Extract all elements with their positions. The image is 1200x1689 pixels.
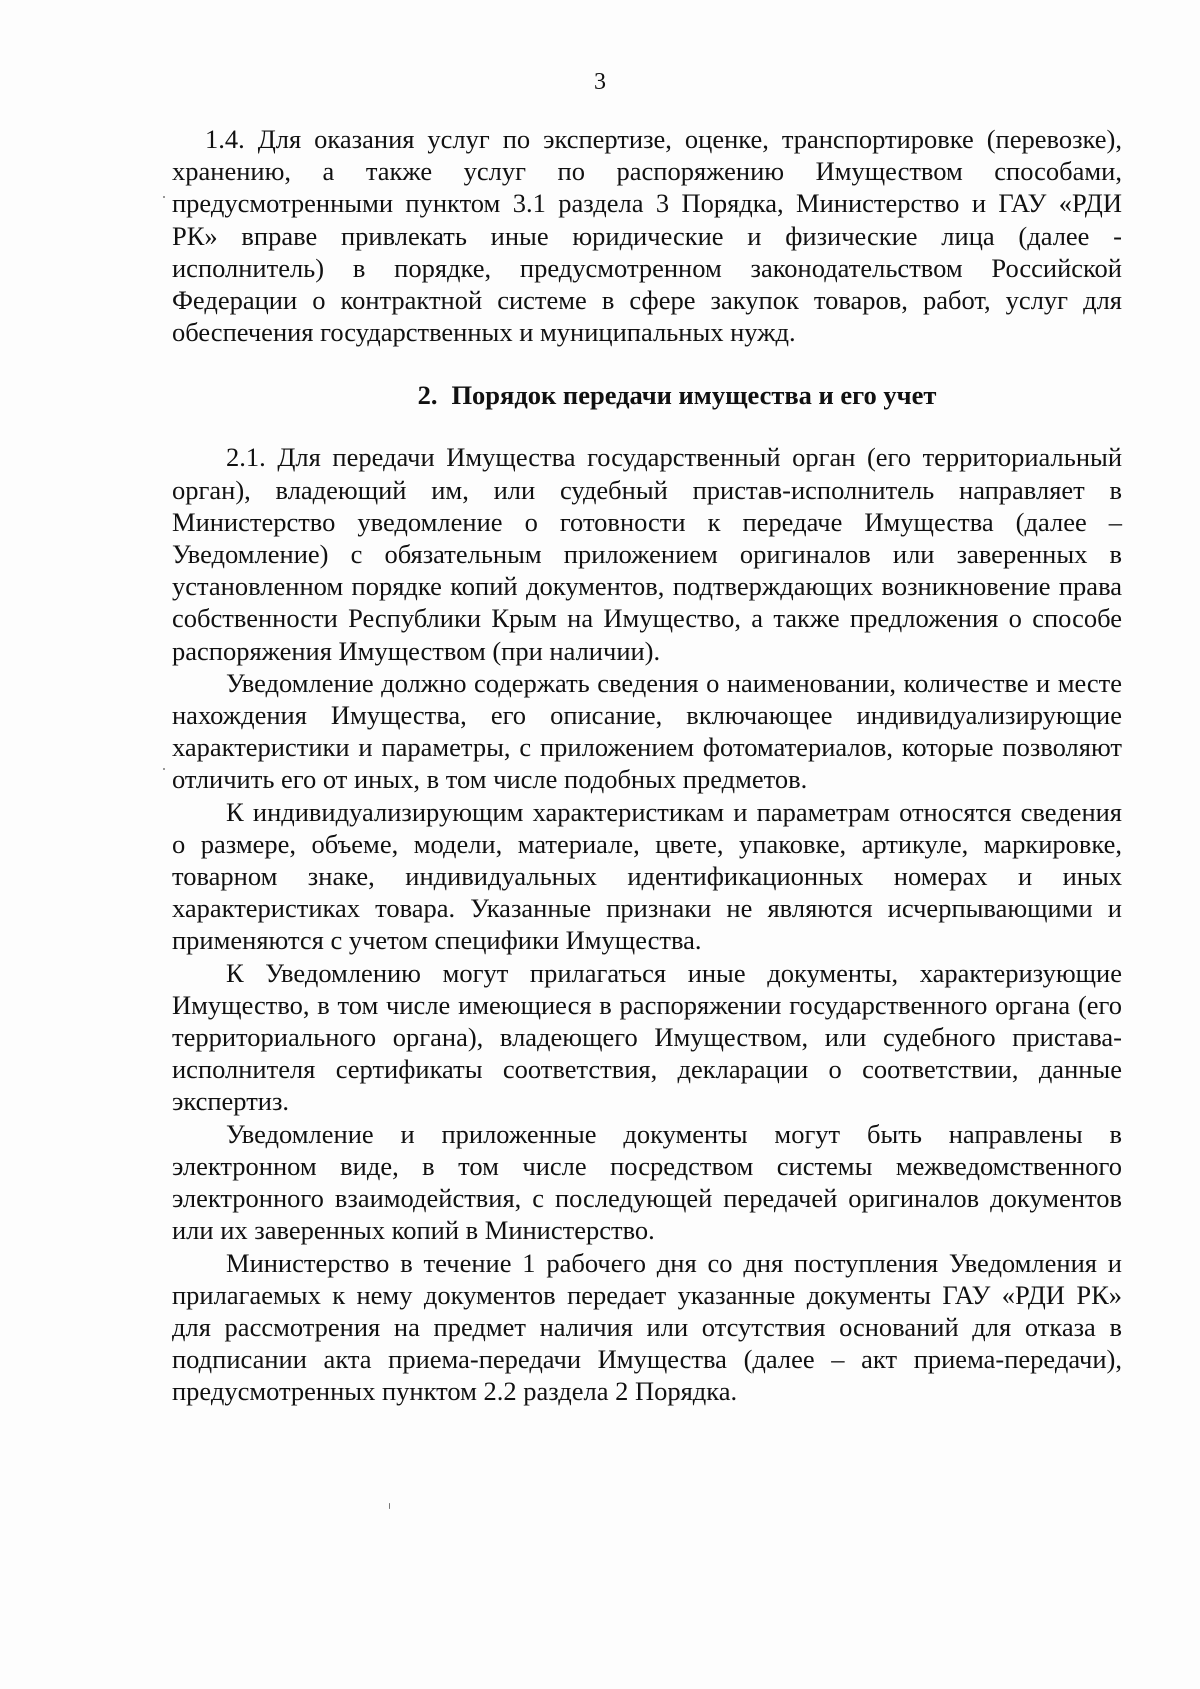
paragraph-attached-documents: К Уведомлению могут прилагаться иные документы, характеризующие Имущество, в том числе имеющиеся в распоряжении государственного органа (его территориального органа), владеющего Имуществом, или судебного пристава-исполнителя сертификаты соответствия, декларации о соответствии, данные экспертиз. [172, 957, 1122, 1117]
section-heading [172, 379, 1122, 411]
paragraph-1-4: 1.4. Для оказания услуг по экспертизе, оценке, транспортировке (перевозке), хранению, а также услуг по распоряжению Имуществом способами, предусмотренными пунктом 3.1 раздела 3 Порядка, Министерство и ГАУ «РДИ РК» вправе привлекать иные юридические и физические лица (далее - исполнитель) в порядке, предусмотренном законодательством Российской Федерации о контрактной системе в сфере закупок товаров, работ, услуг для обеспечения государственных и муниципальных нужд. [172, 124, 1122, 348]
paragraph-electronic-form: Уведомление и приложенные документы могут быть направлены в электронном виде, в том числе посредством системы межведомственного электронного взаимодействия, с последующей передачей оригиналов документов или их заверенных копий в Министерство. [172, 1118, 1122, 1246]
page-number: 3 [594, 69, 606, 95]
paragraph-ministry-transfer: Министерство в течение 1 рабочего дня со дня поступления Уведомления и прилагаемых к нему документов передает указанные документы ГАУ «РДИ РК» для рассмотрения на предмет наличия или отсутствия оснований для отказа в подписании акта приема-передачи Имущества (далее – акт приема-передачи), предусмотренных пунктом 2.2 раздела 2 Порядка. [172, 1247, 1122, 1407]
scan-speck [389, 1503, 390, 1509]
paragraph-characteristics: К индивидуализирующим характеристикам и параметрам относятся сведения о размере, объеме, модели, материале, цвете, упаковке, артикуле, маркировке, товарном знаке, индивидуальных идентификационных номерах и иных характеристиках товара. Указанные признаки не являются исчерпывающими и применяются с учетом специфики Имущества. [172, 796, 1122, 956]
scan-speck [163, 768, 165, 770]
paragraph-2-1: 2.1. Для передачи Имущества государственный орган (его территориальный орган), владеющий им, или судебный пристав-исполнитель направляет в Министерство уведомление о готовности к передаче Имущества (далее – Уведомление) с обязательным приложением оригиналов или заверенных в установленном порядке копий документов, подтверждающих возникновение права собственности Республики Крым на Имущество, а также предложения о способе распоряжения Имуществом (при наличии). [172, 442, 1122, 666]
paragraph-notification-content: Уведомление должно содержать сведения о наименовании, количестве и месте нахождения Имущества, его описание, включающее индивидуализирующие характеристики и параметры, с приложением фотоматериалов, которые позволяют отличить его от иных, в том числе подобных предметов. [172, 667, 1122, 795]
scan-speck [163, 196, 165, 198]
section-title: Порядок передачи имущества и его учет [451, 380, 937, 411]
document-body [172, 123, 1122, 1408]
section-number: 2. [417, 380, 438, 411]
